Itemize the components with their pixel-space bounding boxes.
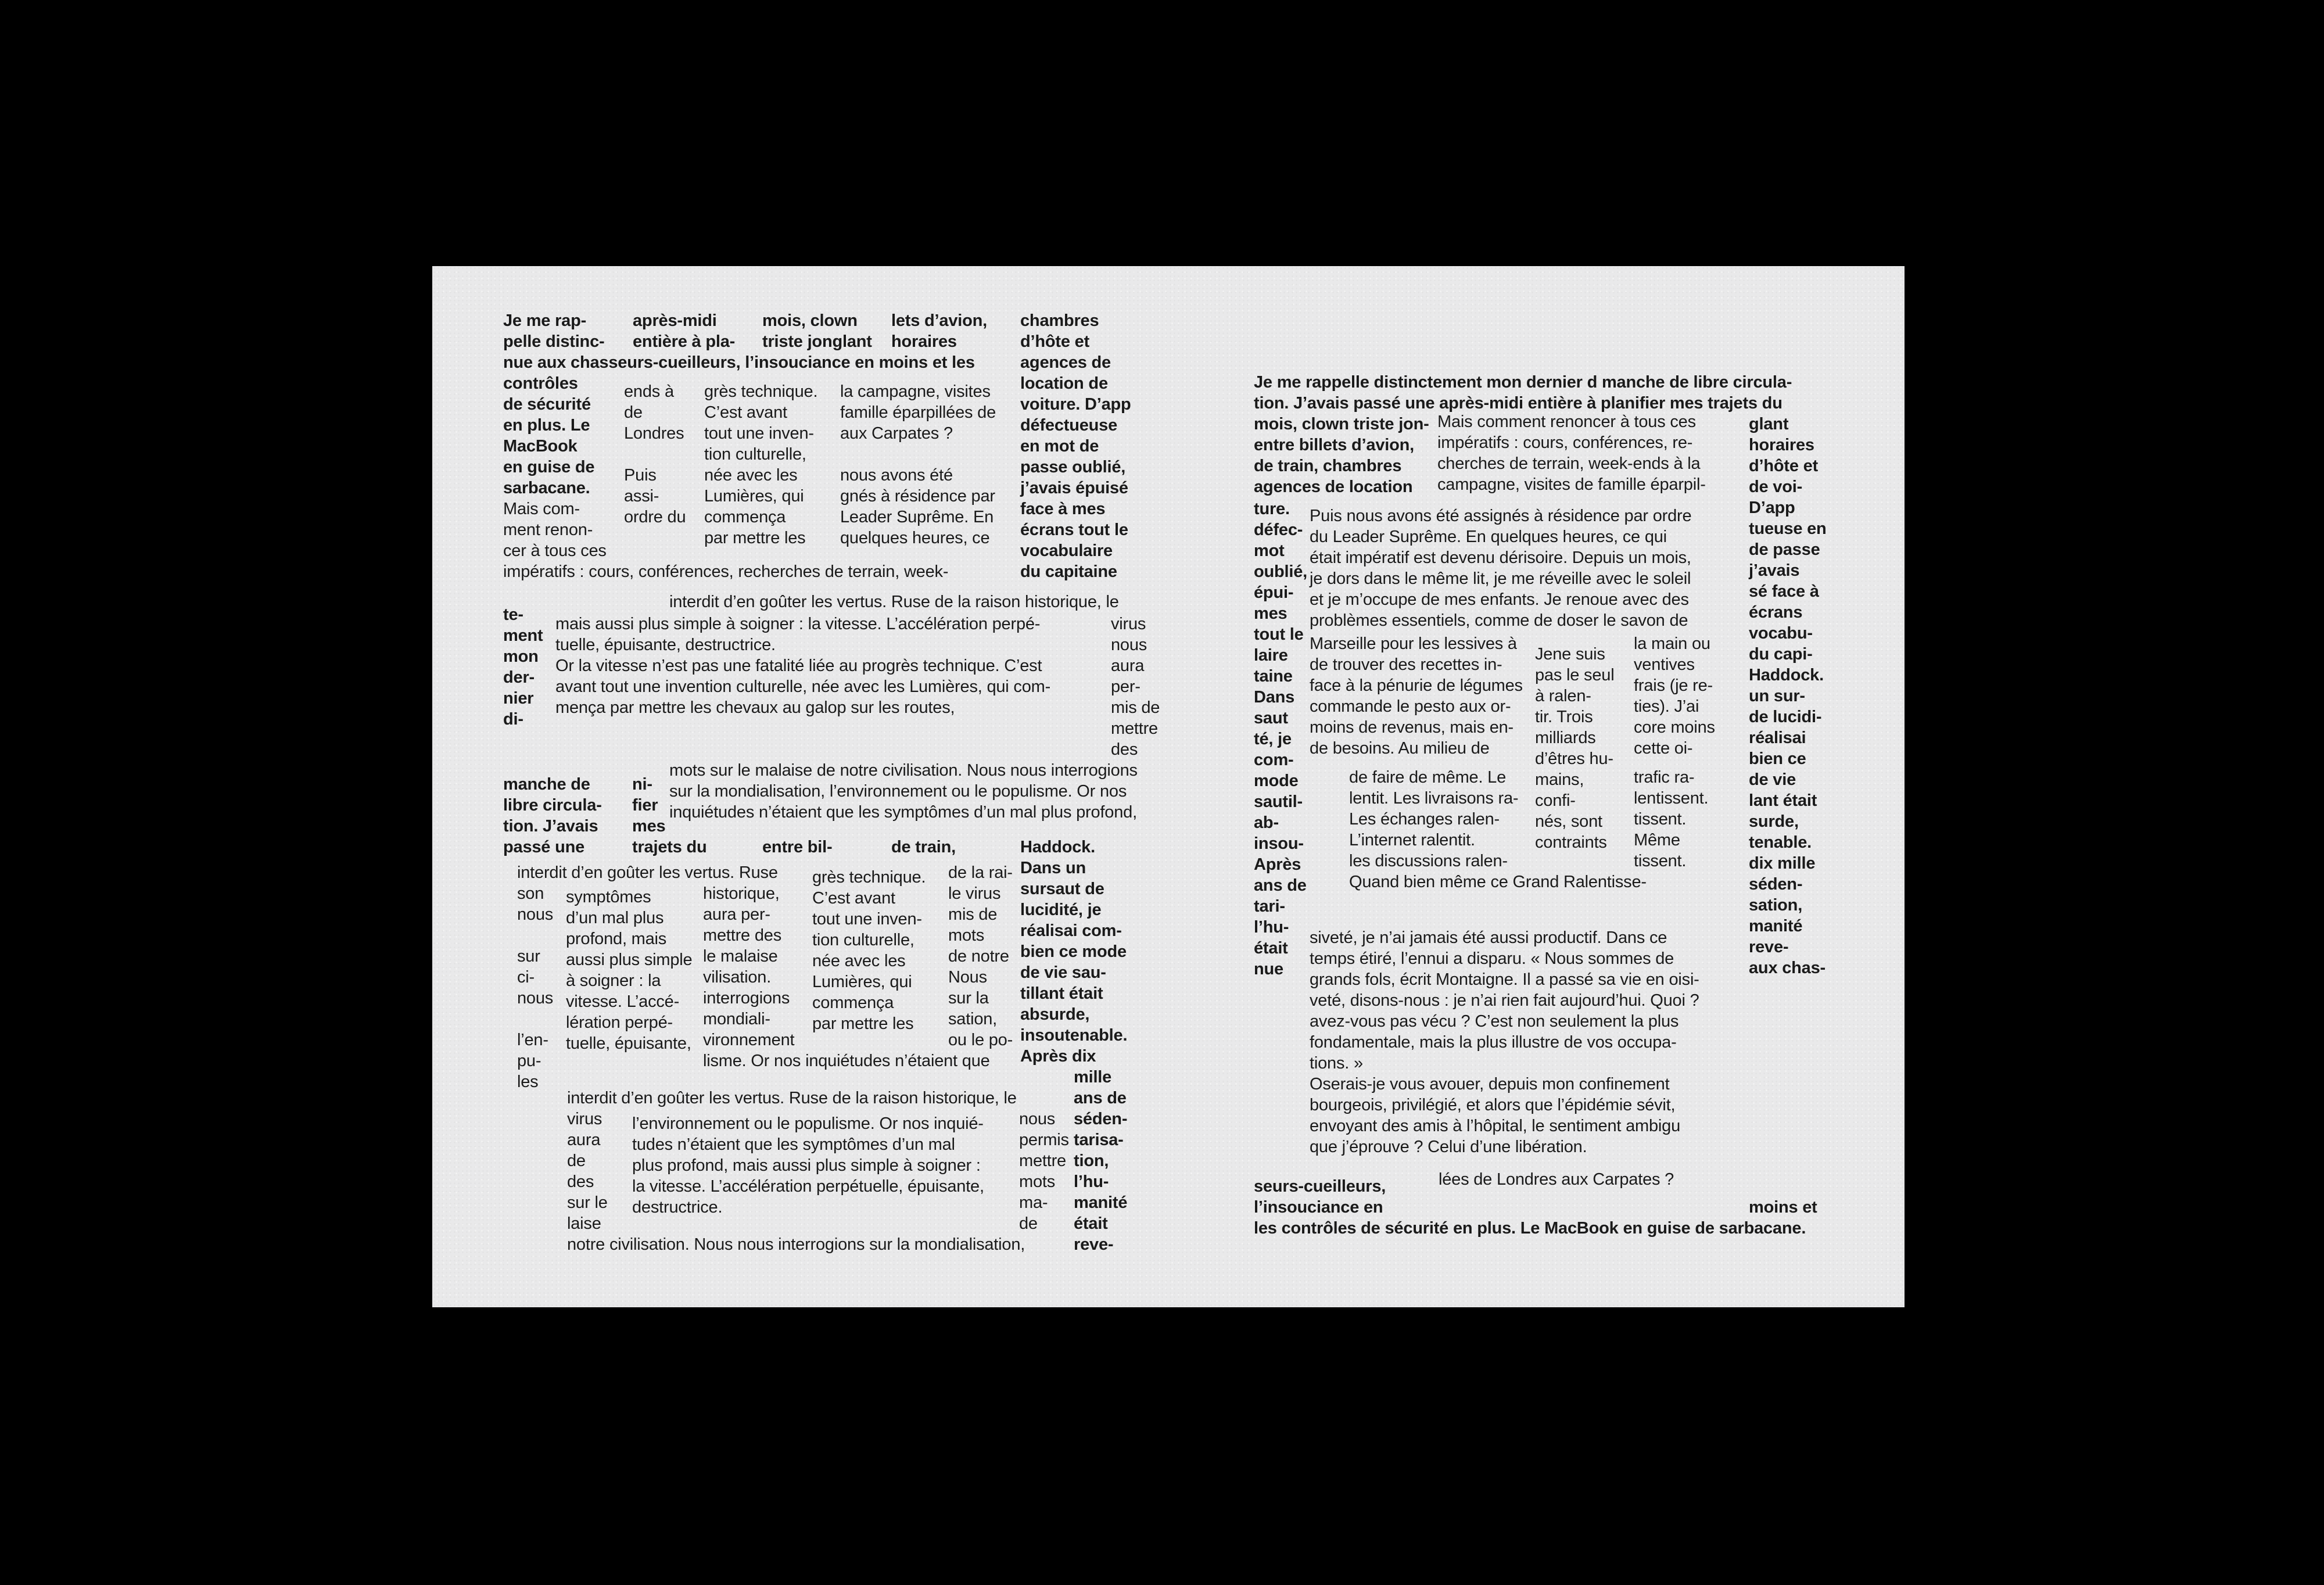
left-block-26: grès technique. C’est avant tout une inven- tion culturelle, née avec les Lumières, qui commença par mettre les	[812, 868, 926, 1033]
right-block-6: Puis nous avons été assignés à résidence par ordre du Leader Suprême. En quelques heures, ce qui était impératif est devenu dérisoire. Depuis un mois, je dors dans le même lit, je me réveille avec le soleil et je m’occupe de mes enfants. Je renoue avec des problèmes essentiels, comme de doser le savon de	[1310, 507, 1692, 630]
left-block-8: Puis assi- ordre du	[624, 466, 686, 526]
left-block-9: grès technique. C’est avant tout une inven- tion culturelle, née avec les Lumières, qui commença par mettre les	[704, 382, 818, 547]
left-block-33: notre civilisation. Nous nous interrogions sur la mondialisation,	[567, 1235, 1025, 1254]
left-block-28: mille ans de séden- tarisa- tion, l’hu- manité était reve-	[1074, 1068, 1128, 1254]
left-block-21: Haddock. Dans un sursaut de lucidité, je réalisai com- bien ce mode de vie sau- tillant était absurde, insoutenable. Après dix	[1020, 838, 1128, 1066]
right-block-11: trafic ra- lentissent. tissent. Même tissent.	[1634, 768, 1709, 870]
left-block-2: après-midi entière à pla-	[633, 311, 736, 351]
left-block-13: te- ment mon der- nier di-	[503, 605, 543, 729]
left-block-16: manche de libre circula- tion. J’avais passé une	[503, 775, 602, 856]
left-block-20: de train,	[891, 838, 956, 856]
left-block-29: interdit d’en goûter les vertus. Ruse de la raison historique, le	[567, 1089, 1017, 1107]
left-block-32: nous permis mettre mots ma- de	[1019, 1110, 1069, 1233]
left-block-1: Je me rap- pelle distinc- nue aux chasseurs-cueilleurs, l’insouciance en moins et les contrôles de sécurité en plus. Le MacBook en guise de sarbacane.	[503, 311, 975, 497]
left-block-6: Mais com- ment renon- cer à tous ces impératifs : cours, conférences, recherches de terrain, week-	[503, 500, 949, 581]
right-block-15: moins et	[1749, 1198, 1817, 1217]
right-block-8: Jene suis pas le seul à ralen- tir. Trois milliards d’êtres hu- mains, confi- nés, sont contraints	[1535, 645, 1615, 852]
right-block-3: Mais comment renoncer à tous ces impératifs : cours, conférences, re- cherches de terrain, week-ends à la campagne, visites de famille éparpil-	[1437, 413, 1706, 494]
left-block-4: lets d’avion, horaires	[891, 311, 987, 351]
left-block-7: ends à de Londres	[624, 382, 684, 443]
left-block-19: entre bil-	[762, 838, 833, 856]
right-block-2: mois, clown triste jon- entre billets d’avion, de train, chambres agences de location	[1254, 415, 1429, 496]
left-block-25: historique, aura per- mettre des le malaise vilisation. interrogions mondiali- vironnement lisme. Or nos inquiétudes n’étaient que	[703, 884, 990, 1070]
left-block-3: mois, clown triste jonglant	[762, 311, 872, 351]
left-block-14: mais aussi plus simple à soigner : la vitesse. L’accélération perpé- tuelle, épuisante, destructrice. Or la vitesse n’est pas une fatalité liée au progrès technique. C’est avant tout une invention culturelle, née avec les Lumières, qui com- mença par mettre les chevaux au galop sur les routes,	[555, 615, 1051, 717]
left-block-15: virus nous aura per- mis de mettre des	[1111, 615, 1160, 759]
left-block-22: interdit d’en goûter les vertus. Ruse	[517, 863, 778, 882]
right-block-5: ture. défec- mot oublié, épui- mes tout le laire taine Dans saut té, je com- mode sautil- ab- insou- Après ans de tari- l’hu- était nue	[1254, 500, 1308, 978]
right-block-10: de faire de même. Le lentit. Les livraisons ra- Les échanges ralen- L’internet ralentit. les discussions ralen- Quand bien même ce Grand Ralentisse-	[1349, 768, 1647, 891]
left-block-31: l’environnement ou le populisme. Or nos inquié- tudes n’étaient que les symptômes d’un mal plus profond, mais aussi plus simple à soigner : la vitesse. L’accélération perpétuelle, épuisante, destructrice.	[632, 1114, 984, 1217]
right-block-7: Marseille pour les lessives à de trouver des recettes in- face à la pénurie de légumes commande le pesto aux or- moins de revenus, mais en- de besoins. Au milieu de	[1310, 634, 1523, 758]
right-block-13: lées de Londres aux Carpates ?	[1439, 1170, 1674, 1189]
left-block-10: la campagne, visites famille éparpillées de aux Carpates ?	[840, 382, 996, 443]
left-block-23: son nous sur ci- nous l’en- pu- les	[517, 884, 554, 1091]
right-block-4: glant horaires d’hôte et de voi- D’app tueuse en de passe j’avais sé face à écrans vocabu- du capi- Haddock. un sur- de lucidi- réalisai bien ce de vie lant était surde, tenable. dix mille séden- sation, manité reve- aux chas-	[1749, 415, 1827, 977]
left-block-30: virus aura de des sur le laise	[567, 1110, 608, 1233]
left-block-5: chambres d’hôte et agences de location de voiture. D’app défectueuse en mot de passe oublié, j’avais épuisé face à mes écrans tout le vocabulaire du capitaine	[1020, 311, 1131, 581]
right-block-9: la main ou ventives frais (je re- ties). J’ai core moins cette oi-	[1634, 634, 1715, 758]
right-block-12: siveté, je n’ai jamais été aussi productif. Dans ce temps étiré, l’ennui a disparu. « Nous sommes de grands fols, écrit Montaigne. Il a passé sa vie en oisi- veté, disons-nous : je n’ai rien fait aujourd’hui. Quoi ? avez-vous pas vécu ? C’est non seulement la plus fondamentale, mais la plus illustre de vos occupa- tions. » Oserais-je vous avouer, depuis mon confinement bourgeois, privilégié, et alors que l’épidémie sévit, envoyant des amis à l’hôpital, le sentiment ambigu que j’éprouve ? Celui d’une libération.	[1310, 928, 1699, 1156]
paper-sheet	[432, 266, 1905, 1307]
left-block-24: symptômes d’un mal plus profond, mais aussi plus simple à soigner : la vitesse. L’accé- lération perpé- tuelle, épuisante,	[566, 888, 693, 1053]
left-block-17: ni- fier mes trajets du	[632, 775, 707, 856]
right-block-14: seurs-cueilleurs, l’insouciance en les contrôles de sécurité en plus. Le MacBook en guise de sarbacane.	[1254, 1177, 1806, 1238]
right-block-1: Je me rappelle distinctement mon dernier d manche de libre circula- tion. J’avais passé une après-midi entière à planifier mes trajets du	[1254, 373, 1792, 413]
left-block-27: de la rai- le virus mis de mots de notre Nous sur la sation, ou le po-	[948, 863, 1013, 1049]
left-block-18: mots sur le malaise de notre civilisation. Nous nous interrogions sur la mondialisation, l’environnement ou le populisme. Or nos inquiétudes n’étaient que les symptômes d’un mal plus profond,	[669, 761, 1138, 822]
left-block-11: nous avons été gnés à résidence par Leader Suprême. En quelques heures, ce	[840, 466, 995, 547]
left-block-12: interdit d’en goûter les vertus. Ruse de la raison historique, le	[669, 593, 1119, 611]
